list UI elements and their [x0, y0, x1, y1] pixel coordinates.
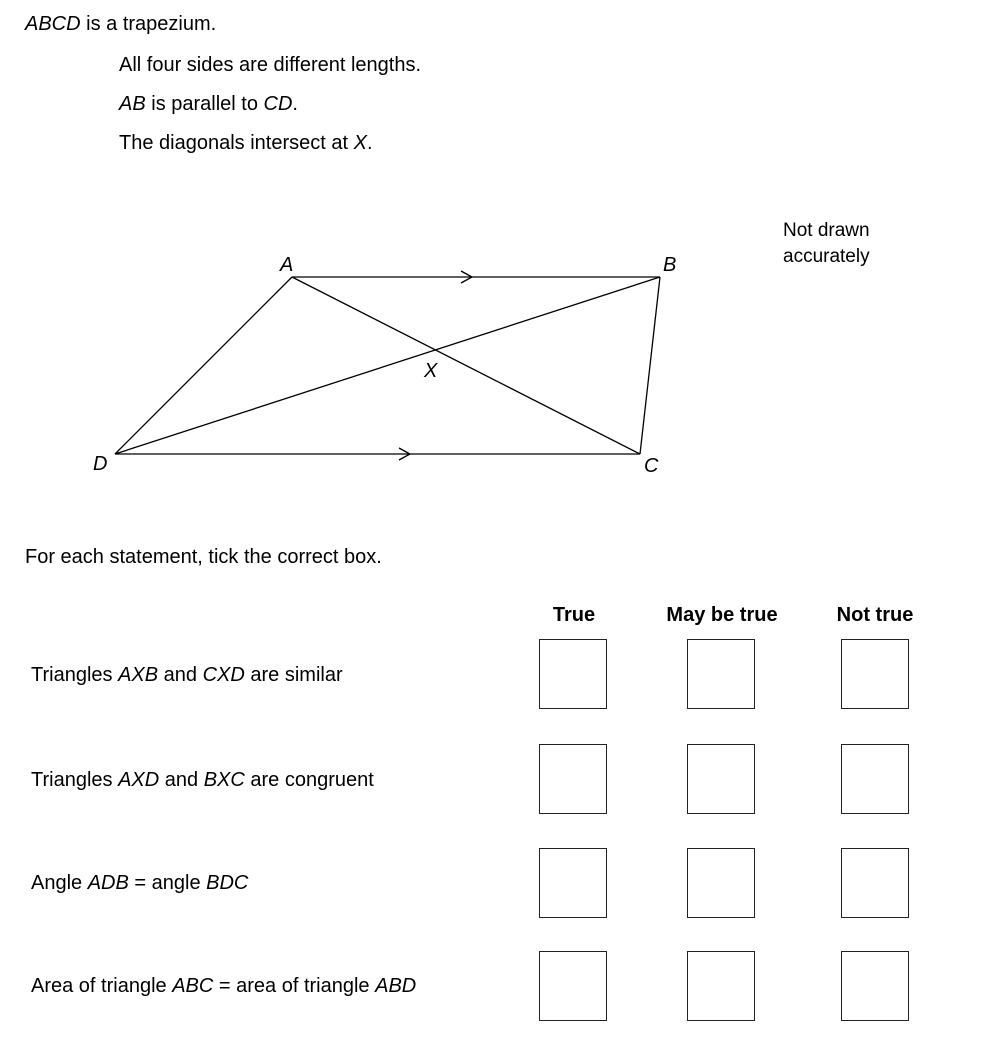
- intro-text: is parallel to: [145, 93, 264, 115]
- statement-text: are congruent: [244, 769, 374, 791]
- triangle-name: AXD: [118, 769, 160, 791]
- instruction: For each statement, tick the correct box.: [25, 546, 382, 568]
- side-bc-line: [640, 277, 660, 454]
- intro-text: .: [292, 93, 298, 115]
- tick-box-row4-true[interactable]: [539, 951, 607, 1021]
- point-x: X: [353, 132, 367, 154]
- side-cd: CD: [263, 93, 293, 115]
- statement-text: Angle: [31, 872, 88, 894]
- statement-3: [31, 871, 248, 895]
- statement-1: [31, 663, 343, 687]
- tick-box-row1-true[interactable]: [539, 639, 607, 709]
- vertex-label-c: C: [644, 455, 659, 477]
- tick-box-row3-not-true[interactable]: [841, 848, 909, 918]
- intro-text: .: [366, 132, 373, 154]
- tick-box-row1-not-true[interactable]: [841, 639, 909, 709]
- angle-name: ADB: [87, 872, 129, 894]
- statement-text: and: [159, 769, 204, 791]
- header-may-be-true: May be true: [666, 604, 778, 626]
- intro-text: is a trapezium.: [80, 13, 217, 35]
- not-drawn-accurately-note: [783, 218, 870, 270]
- statement-text: and: [158, 664, 203, 686]
- header-true: True: [552, 604, 596, 626]
- note-line-2: accurately: [783, 246, 870, 267]
- tick-box-row2-may-be-true[interactable]: [687, 744, 755, 814]
- statement-text: Area of triangle: [31, 975, 173, 997]
- vertex-label-d: D: [93, 453, 108, 475]
- tick-box-row3-may-be-true[interactable]: [687, 848, 755, 918]
- side-da-line: [115, 277, 292, 454]
- triangle-name: ABD: [375, 975, 417, 997]
- statement-text: = angle: [128, 872, 207, 894]
- intro-line-2: All four sides are different lengths.: [119, 54, 422, 76]
- tick-box-row2-not-true[interactable]: [841, 744, 909, 814]
- tick-box-row3-true[interactable]: [539, 848, 607, 918]
- vertex-label-x: X: [424, 360, 438, 382]
- statement-text: Triangles: [31, 769, 119, 791]
- vertex-label-a: A: [280, 254, 294, 276]
- angle-name: BDC: [206, 872, 249, 894]
- header-not-true: Not true: [836, 604, 914, 626]
- trapezium-name: ABCD: [25, 13, 81, 35]
- triangle-name: CXD: [202, 664, 245, 686]
- note-line-1: Not drawn: [783, 220, 870, 241]
- tick-box-row4-not-true[interactable]: [841, 951, 909, 1021]
- statement-text: Triangles: [31, 664, 119, 686]
- tick-box-row4-may-be-true[interactable]: [687, 951, 755, 1021]
- side-ab: AB: [119, 93, 146, 115]
- statement-text: = area of triangle: [213, 975, 376, 997]
- tick-box-row2-true[interactable]: [539, 744, 607, 814]
- statement-4: [31, 974, 416, 998]
- triangle-name: BXC: [203, 769, 245, 791]
- triangle-name: AXB: [118, 664, 159, 686]
- statement-text: are similar: [244, 664, 343, 686]
- intro-text: The diagonals intersect at: [119, 132, 354, 154]
- diagonal-ac: [292, 277, 640, 454]
- tick-box-row1-may-be-true[interactable]: [687, 639, 755, 709]
- statement-2: [31, 768, 374, 792]
- diagonal-bd: [115, 277, 660, 454]
- triangle-name: ABC: [172, 975, 214, 997]
- vertex-label-b: B: [663, 254, 677, 276]
